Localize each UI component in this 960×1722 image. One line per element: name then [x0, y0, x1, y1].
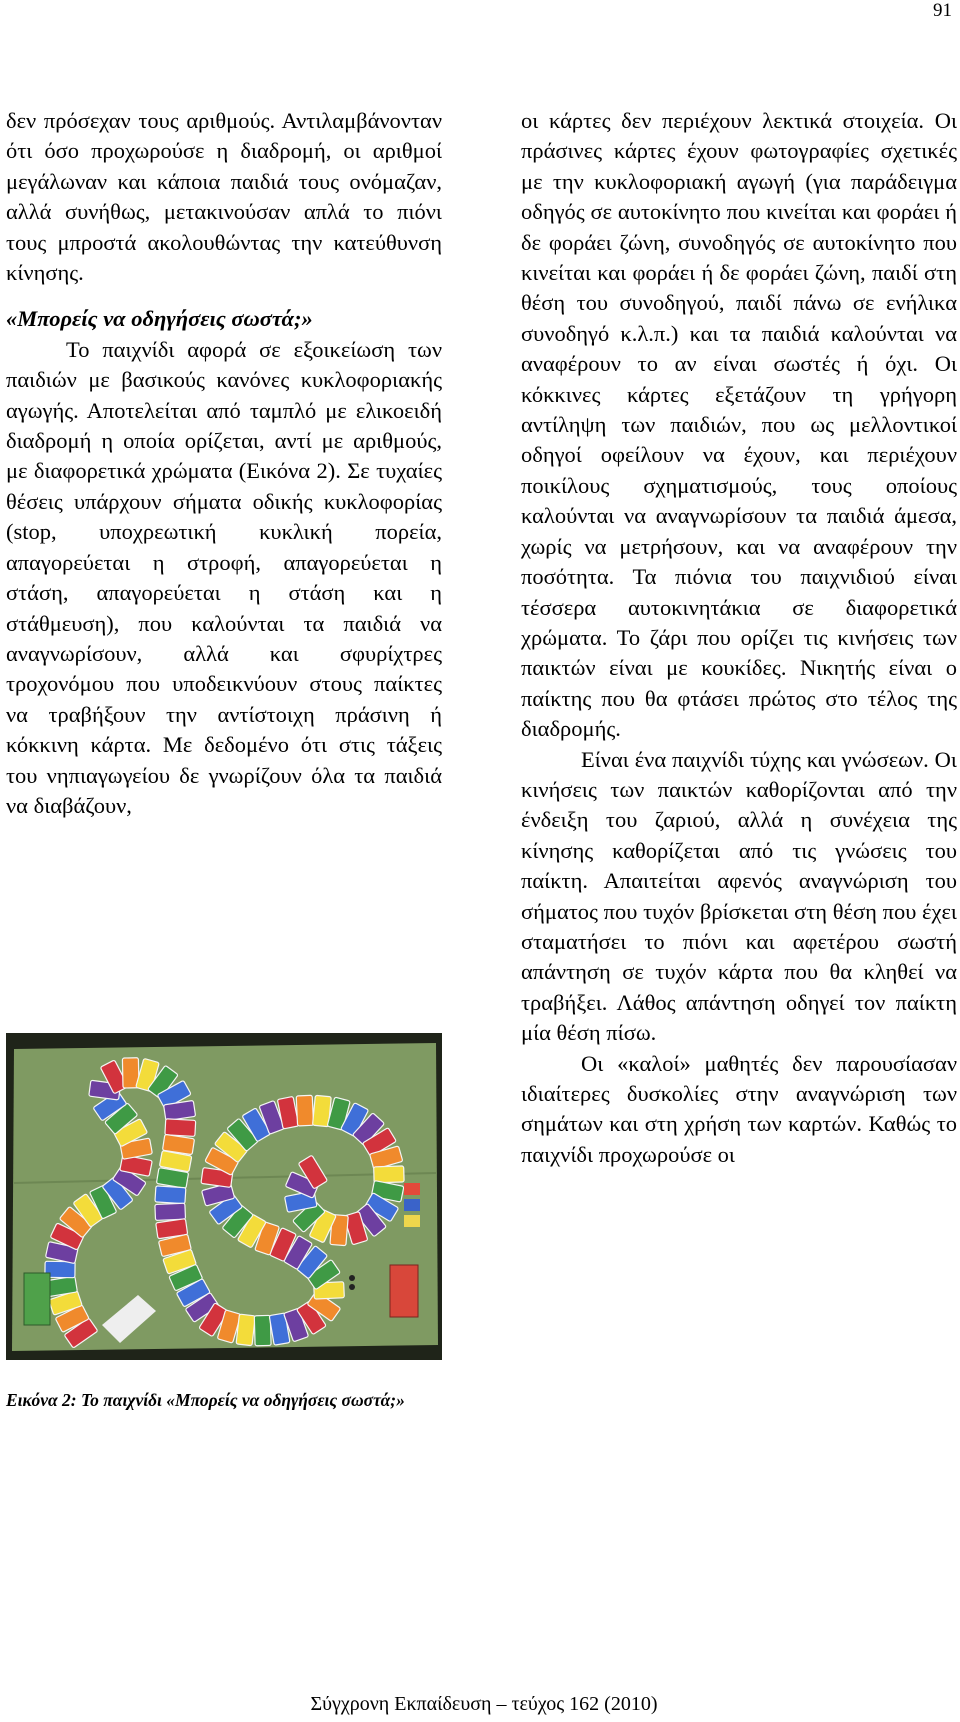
board-tile	[236, 1314, 255, 1346]
section-title: «Μπορείς να οδηγήσεις σωστά;»	[6, 306, 313, 332]
red-card-stack	[390, 1265, 418, 1317]
right-column	[521, 106, 957, 1170]
green-card-stack	[24, 1273, 50, 1325]
page-number: 91	[933, 0, 952, 21]
board-tile	[155, 1186, 186, 1204]
right-paragraph-3: Οι «καλοί» μαθητές δεν παρουσίασαν ιδιαίτερες δυσκολίες στην αναγνώριση των σημάτων και στη χρήση των καρτών. Καθώς το παιχνίδι προχωρούσε οι	[521, 1050, 957, 1167]
car-piece-red	[404, 1183, 420, 1195]
left-paragraph-1: δεν πρόσεχαν τους αριθμούς. Αντιλαμβάνονταν ότι όσο προχωρούσε η διαδρομή, οι αριθμοί μεγάλωναν και κάποια παιδιά τους ονόμαζαν, αλλά συνήθως, μετακινούσαν απλά το πιόνι τους μπροστά ακολουθώντας την κατεύθυνση κίνησης.	[6, 108, 442, 286]
left-column	[6, 106, 442, 821]
car-piece-blue	[404, 1199, 420, 1211]
board-tile	[374, 1166, 404, 1183]
page-footer: Σύγχρονη Εκπαίδευση – τεύχος 162 (2010)	[310, 1693, 658, 1715]
token-dot	[349, 1275, 355, 1281]
board-game-illustration	[6, 1033, 442, 1360]
board-tile	[296, 1095, 313, 1126]
board-tile	[155, 1203, 186, 1220]
left-paragraph-2: Το παιχνίδι αφορά σε εξοικείωση των παιδιών με βασικούς κανόνες κυκλοφοριακής αγωγής. Αποτελείται από ταμπλό με ελικοειδή διαδρομή η οποία ορίζεται, αντί με αριθμούς, με διαφορετικά χρώματα (Εικόνα 2). Σε τυχαίες θέσεις υπάρχουν σήματα οδικής κυκλοφορίας (stop, υποχρεωτική κυκλική πορεία, απαγορεύεται η στροφή, απαγορεύεται η στάση, απαγορεύεται η στάση και η στάθμευση), που καλούνται τα παιδιά να αναγνωρίσουν, αλλά και σφυρίχτρες τροχονόμου που υποδεικνύουν στους παίκτες να τραβήξουν την αντίστοιχη πράσινη ή κόκκινη κάρτα. Με δεδομένο ότι στις τάξεις του νηπιαγωγείου δε γνωρίζουν όλα τα παιδιά να διαβάζουν,	[6, 336, 442, 818]
figure-caption: Εικόνα 2: Το παιχνίδι «Μπορείς να οδηγήσεις σωστά;»	[6, 1390, 405, 1410]
token-dot	[349, 1284, 355, 1290]
board-tile	[165, 1119, 196, 1137]
figure-board-game-photo	[6, 1033, 442, 1360]
right-paragraph-1: οι κάρτες δεν περιέχουν λεκτικά στοιχεία. Οι πράσινες κάρτες έχουν φωτογραφίες σχετικές με την κυκλοφοριακή αγωγή (για παράδειγμα οδηγός σε αυτοκίνητο που κινείται και φοράει ή δε φοράει ζώνη, συνοδηγός σε αυτοκίνητο που κινείται και φοράει ή δε φοράει ζώνη, παιδί στη θέση του συνοδηγού, παιδί πάνω σε ενήλικα συνοδηγό κ.λ.π.) και τα παιδιά καλούνται να αναφέρουν το αν είναι σωστές ή όχι. Οι κόκκινες κάρτες εξετάζουν τη γρήγορη αντίληψη των παιδιών, που ως μελλοντικοί οδηγοί οφείλουν να έχουν, και περιέχουν ποικίλους σχηματισμούς, τους οποίους καλούνται να αναγνωρίσουν τα παιδιά άμεσα, χωρίς να μετρήσουν, και να αναφέρουν την ποσότητα. Τα πιόνια του παιχνιδιού είναι τέσσερα αυτοκινητάκια σε διαφορετικά χρώματα. Το ζάρι που ορίζει τις κινήσεις των παικτών είναι με κουκίδες. Νικητής είναι ο παίκτης που θα φτάσει πρώτος στο τέλος της διαδρομής.	[521, 108, 957, 742]
board-tile	[254, 1315, 271, 1345]
car-piece-yellow	[404, 1215, 420, 1227]
right-paragraph-2: Είναι ένα παιχνίδι τύχης και γνώσεων. Οι κινήσεις των παικτών καθορίζονται από την ένδειξη του ζαριού, αλλά η συνέχεια της κίνησης καθορίζεται από τις γνώσεις του παίκτη. Απαιτείται αφενός αναγνώριση του σήματος που τυχόν βρίσκεται στη θέση που έχει σταματήσει το πιόνι και αφετέρου σωστή απάντηση σε τυχόν κάρτα που θα κληθεί να τραβήξει. Λάθος απάντηση οδηγεί τον παίκτη μία θέση πίσω.	[521, 746, 957, 1046]
